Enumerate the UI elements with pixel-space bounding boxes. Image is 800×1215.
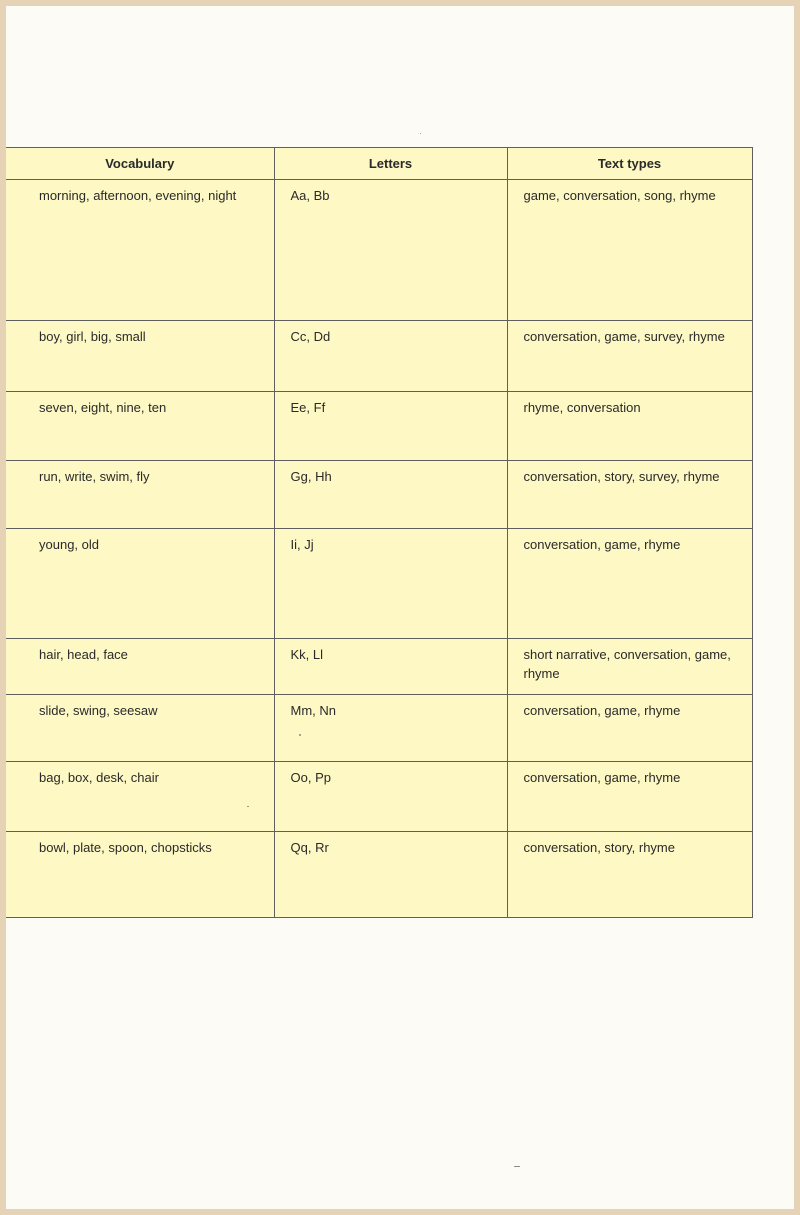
vocabulary-cell: boy, girl, big, small	[6, 321, 274, 392]
text-types-cell: conversation, game, rhyme	[507, 529, 752, 639]
vocabulary-cell: bowl, plate, spoon, chopsticks	[6, 832, 274, 918]
vocabulary-cell: bag, box, desk, chair	[6, 762, 274, 832]
column-header-text-types: Text types	[507, 148, 752, 180]
column-header-letters: Letters	[274, 148, 507, 180]
scan-speck	[299, 734, 301, 736]
table-row	[6, 180, 752, 321]
table-header-row	[6, 148, 752, 180]
table-row	[6, 832, 752, 918]
letters-cell: Kk, Ll	[274, 639, 507, 695]
text-types-cell: conversation, story, rhyme	[507, 832, 752, 918]
table-row	[6, 321, 752, 392]
scan-speck	[420, 133, 421, 134]
letters-cell: Aa, Bb	[274, 180, 507, 321]
text-types-cell: conversation, game, survey, rhyme	[507, 321, 752, 392]
table-row	[6, 639, 752, 695]
document-page	[6, 6, 794, 1209]
letters-cell: Ii, Jj	[274, 529, 507, 639]
scan-speck	[247, 806, 249, 807]
vocabulary-cell: young, old	[6, 529, 274, 639]
letters-cell: Oo, Pp	[274, 762, 507, 832]
text-types-cell: game, conversation, song, rhyme	[507, 180, 752, 321]
vocabulary-cell: hair, head, face	[6, 639, 274, 695]
table-row	[6, 392, 752, 461]
vocabulary-cell: run, write, swim, fly	[6, 461, 274, 529]
scan-speck	[514, 1166, 520, 1167]
letters-cell: Cc, Dd	[274, 321, 507, 392]
text-types-cell: short narrative, conversation, game, rhyme	[507, 639, 752, 695]
letters-cell: Ee, Ff	[274, 392, 507, 461]
letters-cell: Mm, Nn	[274, 695, 507, 762]
vocabulary-cell: slide, swing, seesaw	[6, 695, 274, 762]
vocabulary-cell: seven, eight, nine, ten	[6, 392, 274, 461]
vocabulary-cell: morning, afternoon, evening, night	[6, 180, 274, 321]
letters-cell: Qq, Rr	[274, 832, 507, 918]
text-types-cell: conversation, game, rhyme	[507, 762, 752, 832]
column-header-vocabulary: Vocabulary	[6, 148, 274, 180]
table-row	[6, 529, 752, 639]
syllabus-table	[6, 147, 753, 918]
text-types-cell: conversation, game, rhyme	[507, 695, 752, 762]
letters-cell: Gg, Hh	[274, 461, 507, 529]
table-row	[6, 762, 752, 832]
table-row	[6, 461, 752, 529]
text-types-cell: rhyme, conversation	[507, 392, 752, 461]
table-row	[6, 695, 752, 762]
text-types-cell: conversation, story, survey, rhyme	[507, 461, 752, 529]
